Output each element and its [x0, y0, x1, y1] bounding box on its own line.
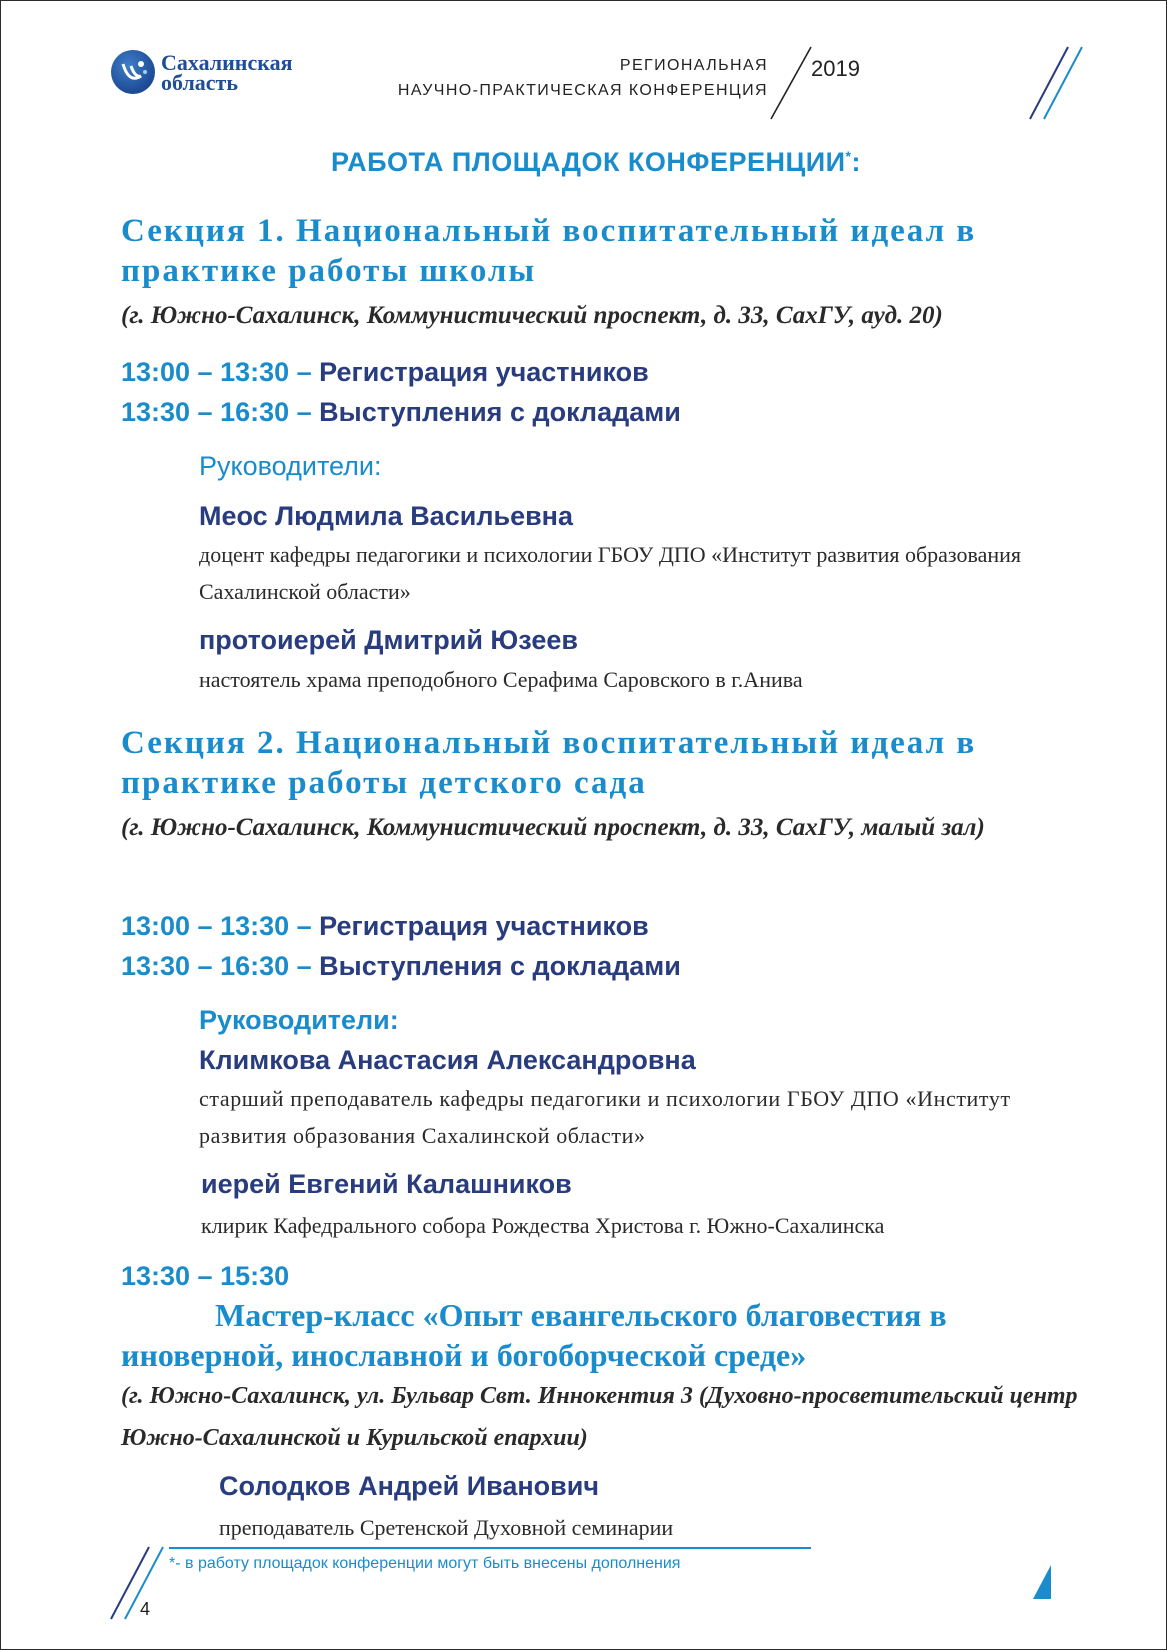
schedule-event: Выступления с докладами — [319, 397, 681, 427]
section2-schedule-row — [121, 951, 681, 982]
masterclass-location: (г. Южно-Сахалинск, ул. Бульвар Свт. Иннокентия 3 (Духовно-просветительский центр Южно-Сахалинской и Курильской епархии) — [121, 1383, 1078, 1451]
section1-leader-desc: доцент кафедры педагогики и психологии ГБОУ ДПО «Институт развития образования Сахалинской области» — [199, 542, 1022, 604]
section2-leader-name: Климкова Анастасия Александровна — [199, 1045, 696, 1075]
section2-leaders-label: Руководители: — [199, 1005, 399, 1035]
section2-title: Секция 2. Национальный воспитательный идеал в практике работы детского сада — [121, 725, 977, 801]
header-decor-slashes — [1026, 45, 1086, 121]
section1-leader-name: Меос Людмила Васильевна — [199, 501, 574, 531]
page-title-mark: * — [845, 148, 852, 164]
schedule-event: Регистрация участников — [319, 911, 649, 941]
footer-triangle-icon — [1031, 1563, 1053, 1601]
conference-year: 2019 — [811, 56, 860, 81]
schedule-time: 13:00 – 13:30 – — [121, 357, 312, 387]
section1-leaders-label: Руководители: — [199, 451, 382, 481]
section2-leader-desc: клирик Кафедрального собора Рождества Христова г. Южно-Сахалинска — [201, 1213, 885, 1238]
schedule-time: 13:00 – 13:30 – — [121, 911, 312, 941]
masterclass-leader-desc: преподаватель Сретенской Духовной семинарии — [219, 1515, 674, 1540]
page-title-colon: : — [851, 147, 861, 177]
section2-location: (г. Южно-Сахалинск, Коммунистический проспект, д. 33, СахГУ, малый зал) — [121, 814, 985, 841]
page-number: 4 — [140, 1599, 151, 1619]
section2-leader-desc: старший преподаватель кафедры педагогики и психологии ГБОУ ДПО «Институт развития образования Сахалинской области» — [199, 1086, 1011, 1148]
logo-line1: Сахалинская — [161, 50, 293, 75]
masterclass-time: 13:30 – 15:30 — [121, 1261, 290, 1291]
section2-schedule-row — [121, 911, 649, 942]
header-divider-slash — [766, 45, 816, 121]
footer-decor-slashes — [109, 1545, 165, 1621]
page-title — [1, 147, 1167, 178]
schedule-event: Регистрация участников — [319, 357, 649, 387]
page-title-text: РАБОТА ПЛОЩАДОК КОНФЕРЕНЦИИ — [331, 147, 846, 177]
section1-location: (г. Южно-Сахалинск, Коммунистический проспект, д. 33, СахГУ, ауд. 20) — [121, 302, 943, 329]
schedule-event: Выступления с докладами — [319, 951, 681, 981]
masterclass-title: Мастер-класс «Опыт евангельского благовестия в иноверной, инославной и богоборческой среде» — [121, 1297, 947, 1373]
schedule-time: 13:30 – 16:30 – — [121, 397, 312, 427]
footnote: *- в работу площадок конференции могут быть внесены дополнения — [169, 1555, 681, 1572]
schedule-time: 13:30 – 16:30 – — [121, 951, 312, 981]
logo-line2: область — [161, 70, 238, 95]
masterclass-leader-name: Солодков Андрей Иванович — [219, 1471, 600, 1501]
conference-line1: РЕГИОНАЛЬНАЯ — [619, 57, 768, 74]
section1-schedule-row — [121, 357, 649, 388]
section1-leader-name: протоиерей Дмитрий Юзеев — [199, 625, 578, 655]
sakhalin-logo-icon — [111, 50, 155, 94]
section1-title: Секция 1. Национальный воспитательный идеал в практике работы школы — [121, 213, 977, 289]
section1-schedule-row — [121, 397, 681, 428]
conference-line2: НАУЧНО-ПРАКТИЧЕСКАЯ КОНФЕРЕНЦИЯ — [397, 82, 768, 99]
footer-rule — [169, 1547, 811, 1549]
section1-leader-desc: настоятель храма преподобного Серафима Саровского в г.Анива — [199, 667, 803, 692]
section2-leader-name: иерей Евгений Калашников — [201, 1169, 572, 1199]
